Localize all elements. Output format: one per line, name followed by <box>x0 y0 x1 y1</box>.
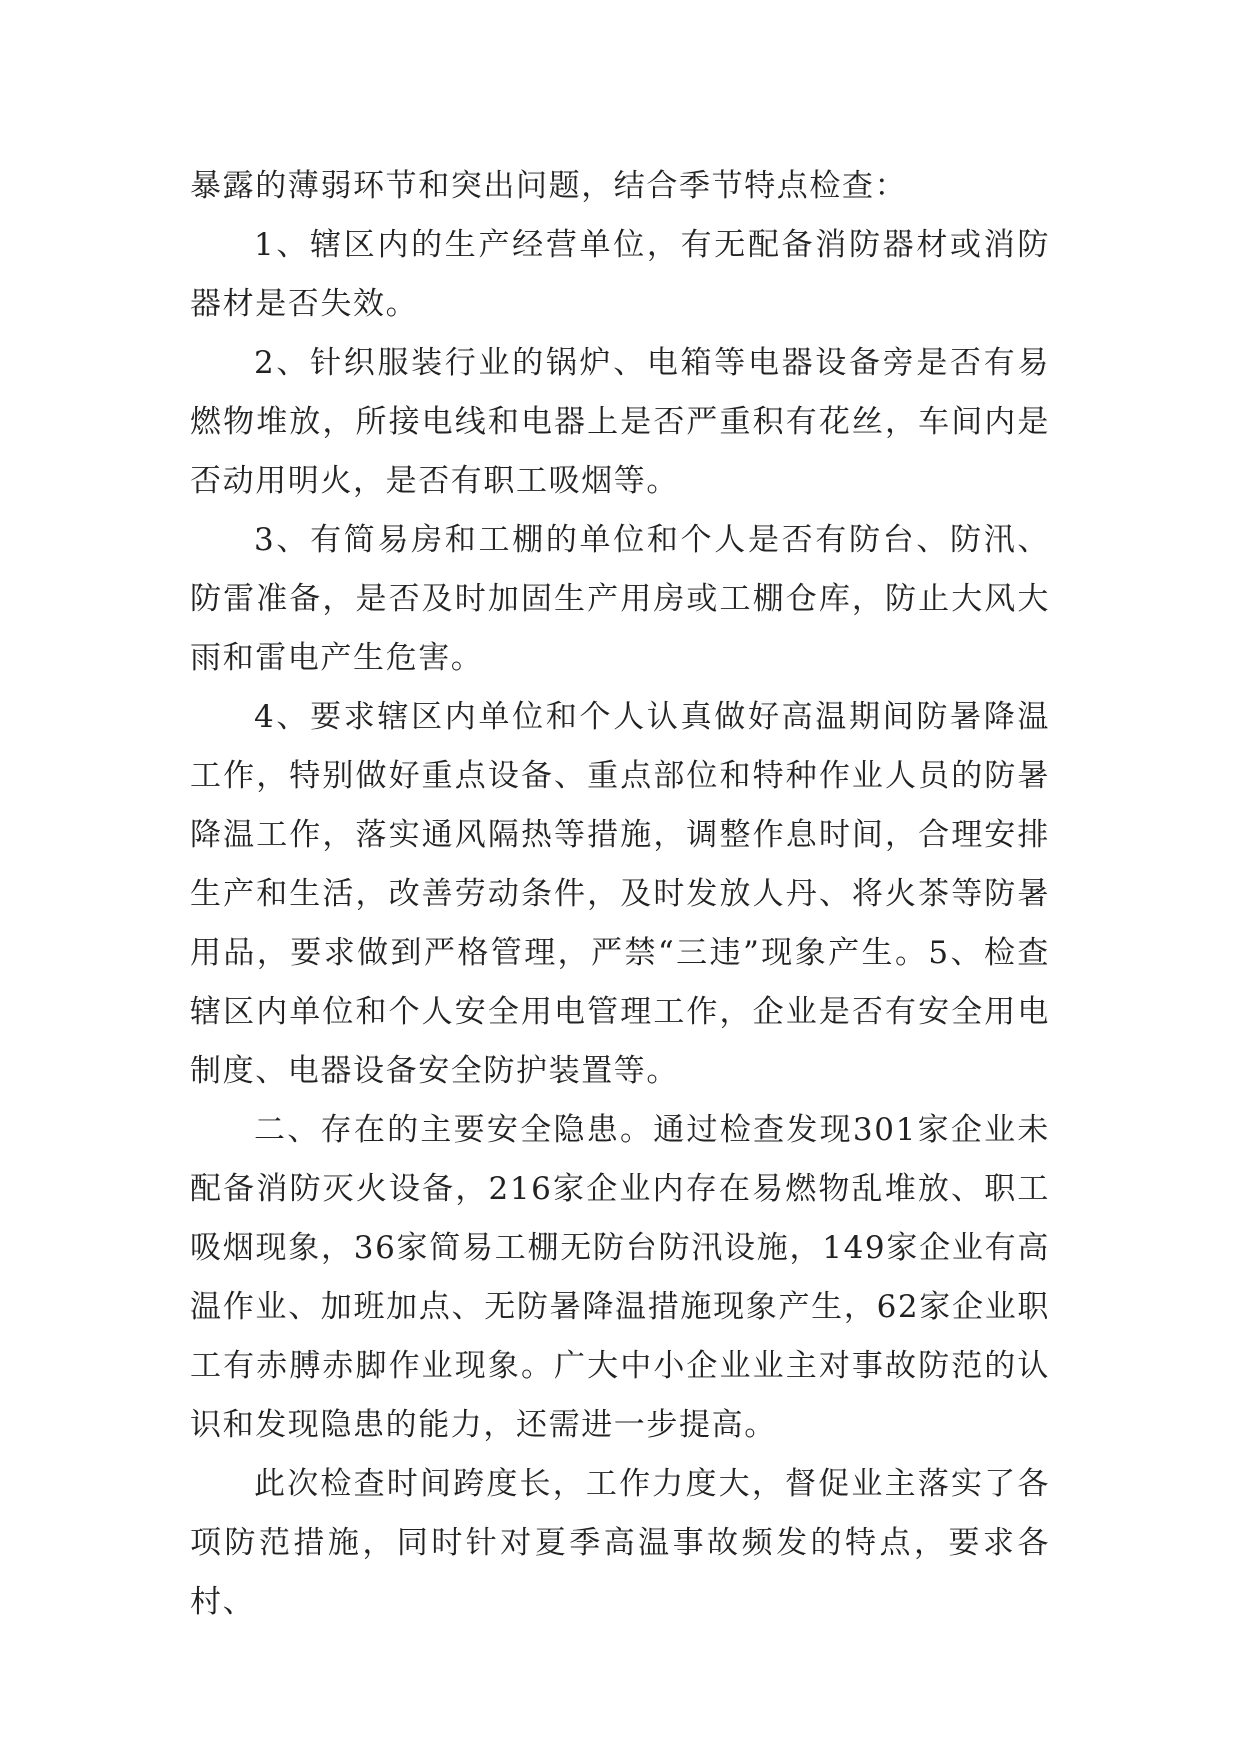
paragraph-1: 暴露的薄弱环节和突出问题，结合季节特点检查： <box>190 168 908 204</box>
paragraph-4: 3、有简易房和工棚的单位和个人是否有防台、防汛、防雷准备，是否及时加固生产用房或工棚仓库，防止大风大雨和雷电产生危害。 <box>190 522 1050 676</box>
paragraph-7: 此次检查时间跨度长，工作力度大，督促业主落实了各项防范措施，同时针对夏季高温事故频发的特点，要求各村、 <box>190 1466 1050 1620</box>
document-body <box>190 157 1050 1632</box>
paragraph-5: 4、要求辖区内单位和个人认真做好高温期间防暑降温工作，特别做好重点设备、重点部位和特种作业人员的防暑降温工作，落实通风隔热等措施，调整作息时间，合理安排生产和生活，改善劳动条件，及时发放人丹、将火茶等防暑用品，要求做到严格管理，严禁“三违”现象产生。5、检查辖区内单位和个人安全用电管理工作，企业是否有安全用电制度、电器设备安全防护装置等。 <box>190 699 1050 1089</box>
paragraph-2: 1、辖区内的生产经营单位，有无配备消防器材或消防器材是否失效。 <box>190 227 1050 322</box>
paragraph-3: 2、针织服装行业的锅炉、电箱等电器设备旁是否有易燃物堆放，所接电线和电器上是否严重积有花丝，车间内是否动用明火，是否有职工吸烟等。 <box>190 345 1050 499</box>
paragraph-6: 二、存在的主要安全隐患。通过检查发现301家企业未配备消防灭火设备，216家企业内存在易燃物乱堆放、职工吸烟现象，36家简易工棚无防台防汛设施，149家企业有高温作业、加班加点、无防暑降温措施现象产生，62家企业职工有赤膊赤脚作业现象。广大中小企业业主对事故防范的认识和发现隐患的能力，还需进一步提高。 <box>190 1112 1050 1443</box>
